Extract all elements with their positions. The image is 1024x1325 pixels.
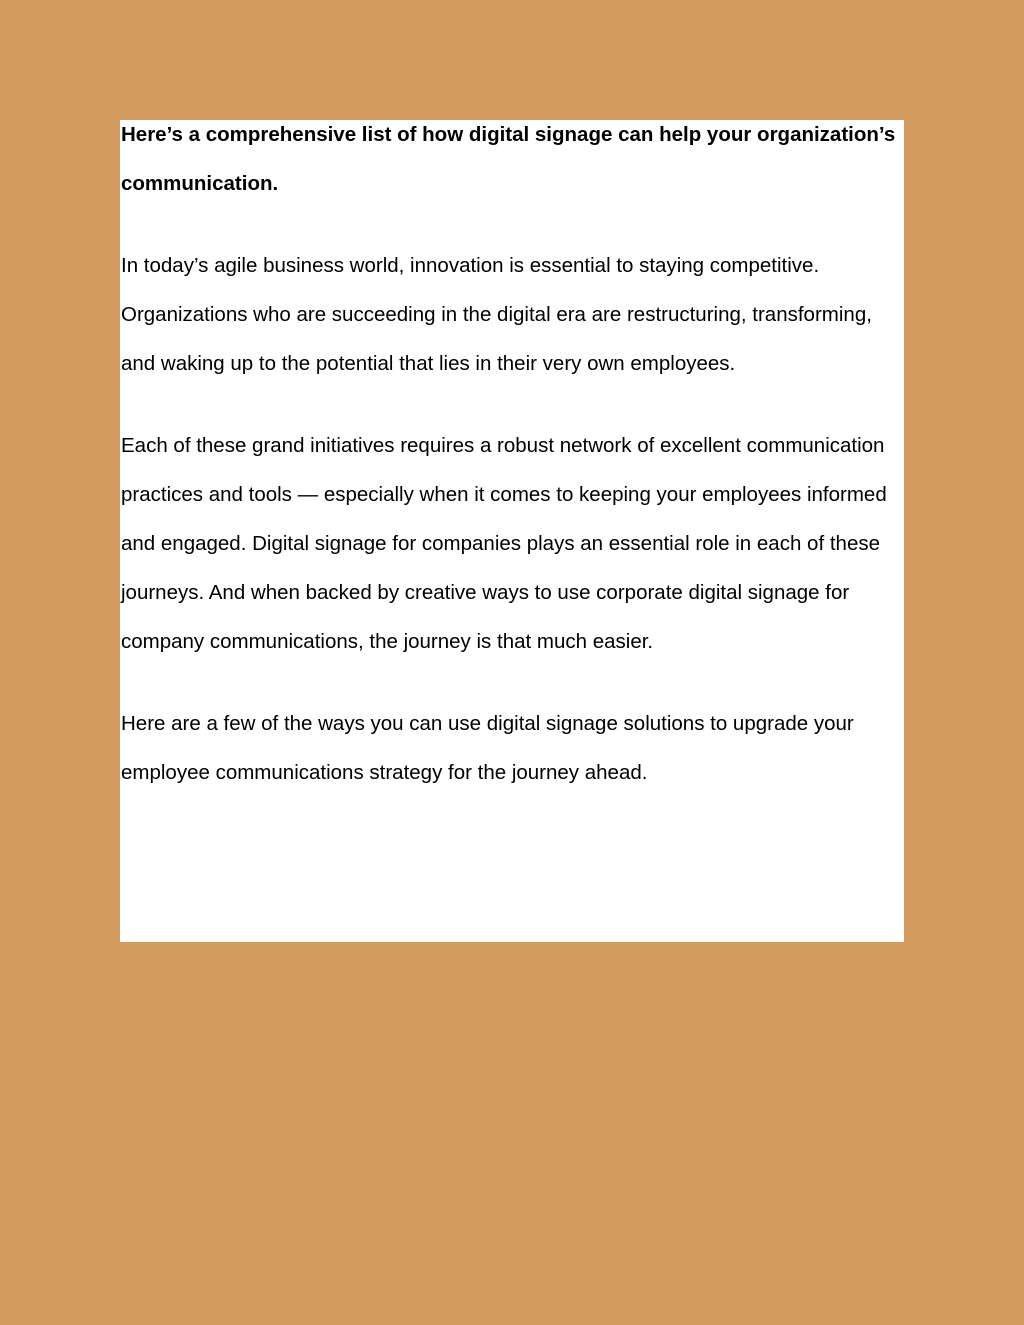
paragraph-closing: Here are a few of the ways you can use digital signage solutions to upgrade your employee communications strategy for the journey ahead. <box>121 712 854 784</box>
paragraph-intro: In today’s agile business world, innovation is essential to staying competitive. Organizations who are succeeding in the digital era are restructuring, transforming, and waking up to the potential that lies in their very own employees. <box>121 254 872 375</box>
spacer <box>121 666 896 699</box>
spacer <box>121 208 896 241</box>
spacer <box>121 388 896 421</box>
paragraph-initiatives: Each of these grand initiatives requires a robust network of excellent communication practices and tools — especially when it comes to keeping your employees informed and engaged. Digital signage for companies plays an essential role in each of these journeys. And when backed by creative ways to use corporate digital signage for company communications, the journey is that much easier. <box>121 434 887 653</box>
text-card <box>120 120 904 942</box>
document-heading: Here’s a comprehensive list of how digital signage can help your organization’s communication. <box>121 123 896 195</box>
